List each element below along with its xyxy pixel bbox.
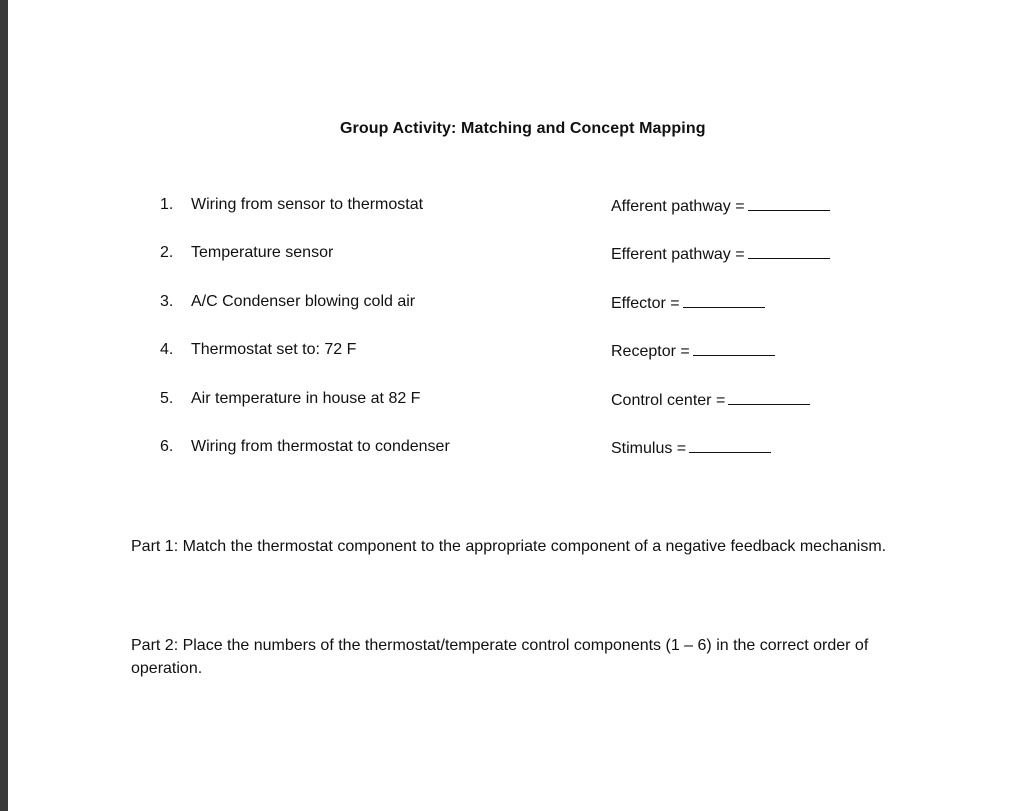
viewer-left-border — [0, 0, 8, 811]
list-item-text: Wiring from sensor to thermostat — [191, 196, 424, 213]
document-page — [8, 0, 1024, 811]
list-item-number: 3. — [160, 293, 174, 310]
list-item-number: 1. — [160, 196, 174, 213]
term-label: Receptor = — [611, 343, 690, 360]
list-item-number: 4. — [160, 341, 174, 358]
term-receptor — [611, 341, 775, 361]
list-item — [160, 244, 333, 262]
list-item-number: 5. — [160, 390, 174, 407]
list-item — [160, 341, 356, 359]
term-afferent-pathway — [611, 196, 830, 216]
part1-instructions: Part 1: Match the thermostat component to the appropriate component of a negative feedback mechanism. — [131, 538, 887, 555]
term-label: Afferent pathway = — [611, 198, 745, 215]
answer-blank — [689, 438, 771, 453]
term-label: Efferent pathway = — [611, 246, 745, 263]
list-item — [160, 438, 450, 456]
part2-instructions: Part 2: Place the numbers of the thermostat/temperate control components (1 – 6) in the correct order of operation. — [131, 637, 869, 677]
list-item-text: Air temperature in house at 82 F — [191, 390, 421, 407]
term-effector — [611, 293, 765, 313]
list-item-text: Temperature sensor — [191, 244, 334, 261]
list-item — [160, 293, 415, 311]
term-label: Control center = — [611, 392, 726, 409]
list-item-number: 2. — [160, 244, 174, 261]
list-item-text: A/C Condenser blowing cold air — [191, 293, 416, 310]
term-stimulus — [611, 438, 771, 458]
answer-blank — [748, 196, 830, 211]
list-item — [160, 390, 420, 408]
list-item — [160, 196, 423, 214]
answer-blank — [693, 341, 775, 356]
term-efferent-pathway — [611, 244, 830, 264]
list-item-text: Wiring from thermostat to condenser — [191, 438, 450, 455]
answer-blank — [683, 293, 765, 308]
page-title: Group Activity: Matching and Concept Mapping — [340, 120, 706, 137]
answer-blank — [748, 244, 830, 259]
list-item-text: Thermostat set to: 72 F — [191, 341, 357, 358]
term-control-center — [611, 390, 810, 410]
answer-blank — [728, 390, 810, 405]
term-label: Stimulus = — [611, 440, 687, 457]
list-item-number: 6. — [160, 438, 174, 455]
term-label: Effector = — [611, 295, 680, 312]
